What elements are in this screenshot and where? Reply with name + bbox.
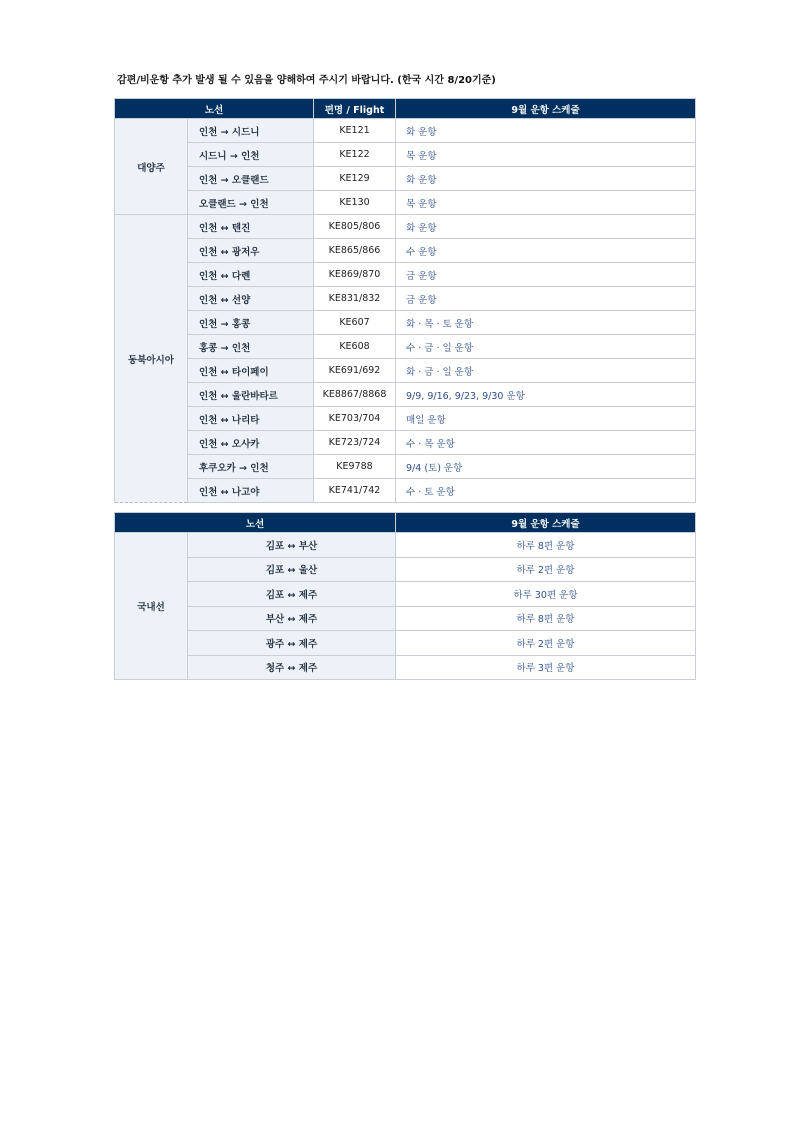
route-cell: 인천 ↔ 선양 <box>188 287 314 311</box>
route-cell: 인천 ↔ 타이페이 <box>188 359 314 383</box>
route-cell: 인천 ↔ 광저우 <box>188 239 314 263</box>
route-cell: 인천 → 홍콩 <box>188 311 314 335</box>
schedule-cell: 수 · 토 운항 <box>396 479 696 503</box>
table-row <box>115 582 696 607</box>
flight-header: 편명 / Flight <box>314 99 396 119</box>
route-cell: 청주 ↔ 제주 <box>188 655 396 680</box>
flight-cell: KE122 <box>314 143 396 167</box>
route-cell: 김포 ↔ 울산 <box>188 557 396 582</box>
route-cell: 인천 ↔ 텐진 <box>188 215 314 239</box>
table-row <box>115 239 696 263</box>
route-header: 노선 <box>115 513 396 533</box>
table-header-row <box>115 99 696 119</box>
flight-cell: KE607 <box>314 311 396 335</box>
schedule-cell: 하루 8편 운항 <box>396 533 696 558</box>
table-row <box>115 215 696 239</box>
schedule-header: 9월 운항 스케줄 <box>396 99 696 119</box>
route-cell: 인천 ↔ 나리타 <box>188 407 314 431</box>
route-cell: 후쿠오카 → 인천 <box>188 455 314 479</box>
table-header-row <box>115 513 696 533</box>
flight-cell: KE121 <box>314 119 396 143</box>
table-row <box>115 655 696 680</box>
schedule-cell: 하루 8편 운항 <box>396 606 696 631</box>
region-cell: 동북아시아 <box>115 215 188 503</box>
table-row <box>115 263 696 287</box>
route-cell: 김포 ↔ 부산 <box>188 533 396 558</box>
table-row <box>115 383 696 407</box>
flight-cell: KE9788 <box>314 455 396 479</box>
flight-cell: KE608 <box>314 335 396 359</box>
route-cell: 김포 ↔ 제주 <box>188 582 396 607</box>
table-row <box>115 191 696 215</box>
table-row <box>115 455 696 479</box>
table-row <box>115 407 696 431</box>
flight-cell: KE703/704 <box>314 407 396 431</box>
table-row <box>115 143 696 167</box>
flight-cell: KE805/806 <box>314 215 396 239</box>
schedule-cell: 금 운항 <box>396 287 696 311</box>
international-schedule-table <box>114 98 696 503</box>
flight-cell: KE130 <box>314 191 396 215</box>
route-header: 노선 <box>115 99 314 119</box>
table-row <box>115 359 696 383</box>
flight-cell: KE723/724 <box>314 431 396 455</box>
flight-cell: KE691/692 <box>314 359 396 383</box>
schedule-cell: 하루 2편 운항 <box>396 557 696 582</box>
schedule-cell: 하루 3편 운항 <box>396 655 696 680</box>
flight-cell: KE8867/8868 <box>314 383 396 407</box>
flight-cell: KE831/832 <box>314 287 396 311</box>
route-cell: 인천 → 시드니 <box>188 119 314 143</box>
schedule-cell: 화 운항 <box>396 215 696 239</box>
schedule-cell: 수 운항 <box>396 239 696 263</box>
schedule-cell: 매일 운항 <box>396 407 696 431</box>
table-row <box>115 335 696 359</box>
route-cell: 인천 ↔ 오사카 <box>188 431 314 455</box>
table-row <box>115 533 696 558</box>
schedule-cell: 수 · 목 운항 <box>396 431 696 455</box>
schedule-cell: 금 운항 <box>396 263 696 287</box>
schedule-cell: 수 · 금 · 일 운항 <box>396 335 696 359</box>
table-row <box>115 287 696 311</box>
table-row <box>115 631 696 656</box>
schedule-cell: 하루 2편 운항 <box>396 631 696 656</box>
route-cell: 오클랜드 → 인천 <box>188 191 314 215</box>
schedule-cell: 9/4 (토) 운항 <box>396 455 696 479</box>
table-row <box>115 479 696 503</box>
flight-cell: KE869/870 <box>314 263 396 287</box>
route-cell: 홍콩 → 인천 <box>188 335 314 359</box>
table-row <box>115 119 696 143</box>
route-cell: 시드니 → 인천 <box>188 143 314 167</box>
flight-cell: KE865/866 <box>314 239 396 263</box>
schedule-cell: 9/9, 9/16, 9/23, 9/30 운항 <box>396 383 696 407</box>
domestic-schedule-table <box>114 512 696 680</box>
schedule-cell: 하루 30편 운항 <box>396 582 696 607</box>
region-cell: 국내선 <box>115 533 188 680</box>
table-row <box>115 431 696 455</box>
flight-cell: KE129 <box>314 167 396 191</box>
route-cell: 인천 ↔ 울란바타르 <box>188 383 314 407</box>
route-cell: 광주 ↔ 제주 <box>188 631 396 656</box>
schedule-cell: 목 운항 <box>396 143 696 167</box>
schedule-cell: 화 운항 <box>396 119 696 143</box>
schedule-header: 9월 운항 스케줄 <box>396 513 696 533</box>
route-cell: 인천 ↔ 나고야 <box>188 479 314 503</box>
table-row <box>115 606 696 631</box>
table-row <box>115 557 696 582</box>
schedule-cell: 화 · 금 · 일 운항 <box>396 359 696 383</box>
flight-cell: KE741/742 <box>314 479 396 503</box>
notice-text: 감편/비운항 추가 발생 될 수 있음을 양해하여 주시기 바랍니다. (한국 시간 8/20기준) <box>117 75 496 86</box>
route-cell: 부산 ↔ 제주 <box>188 606 396 631</box>
table-row <box>115 311 696 335</box>
region-cell: 대양주 <box>115 119 188 215</box>
route-cell: 인천 → 오클랜드 <box>188 167 314 191</box>
schedule-cell: 목 운항 <box>396 191 696 215</box>
table-row <box>115 167 696 191</box>
schedule-cell: 화 · 목 · 토 운항 <box>396 311 696 335</box>
route-cell: 인천 ↔ 다롄 <box>188 263 314 287</box>
schedule-cell: 화 운항 <box>396 167 696 191</box>
